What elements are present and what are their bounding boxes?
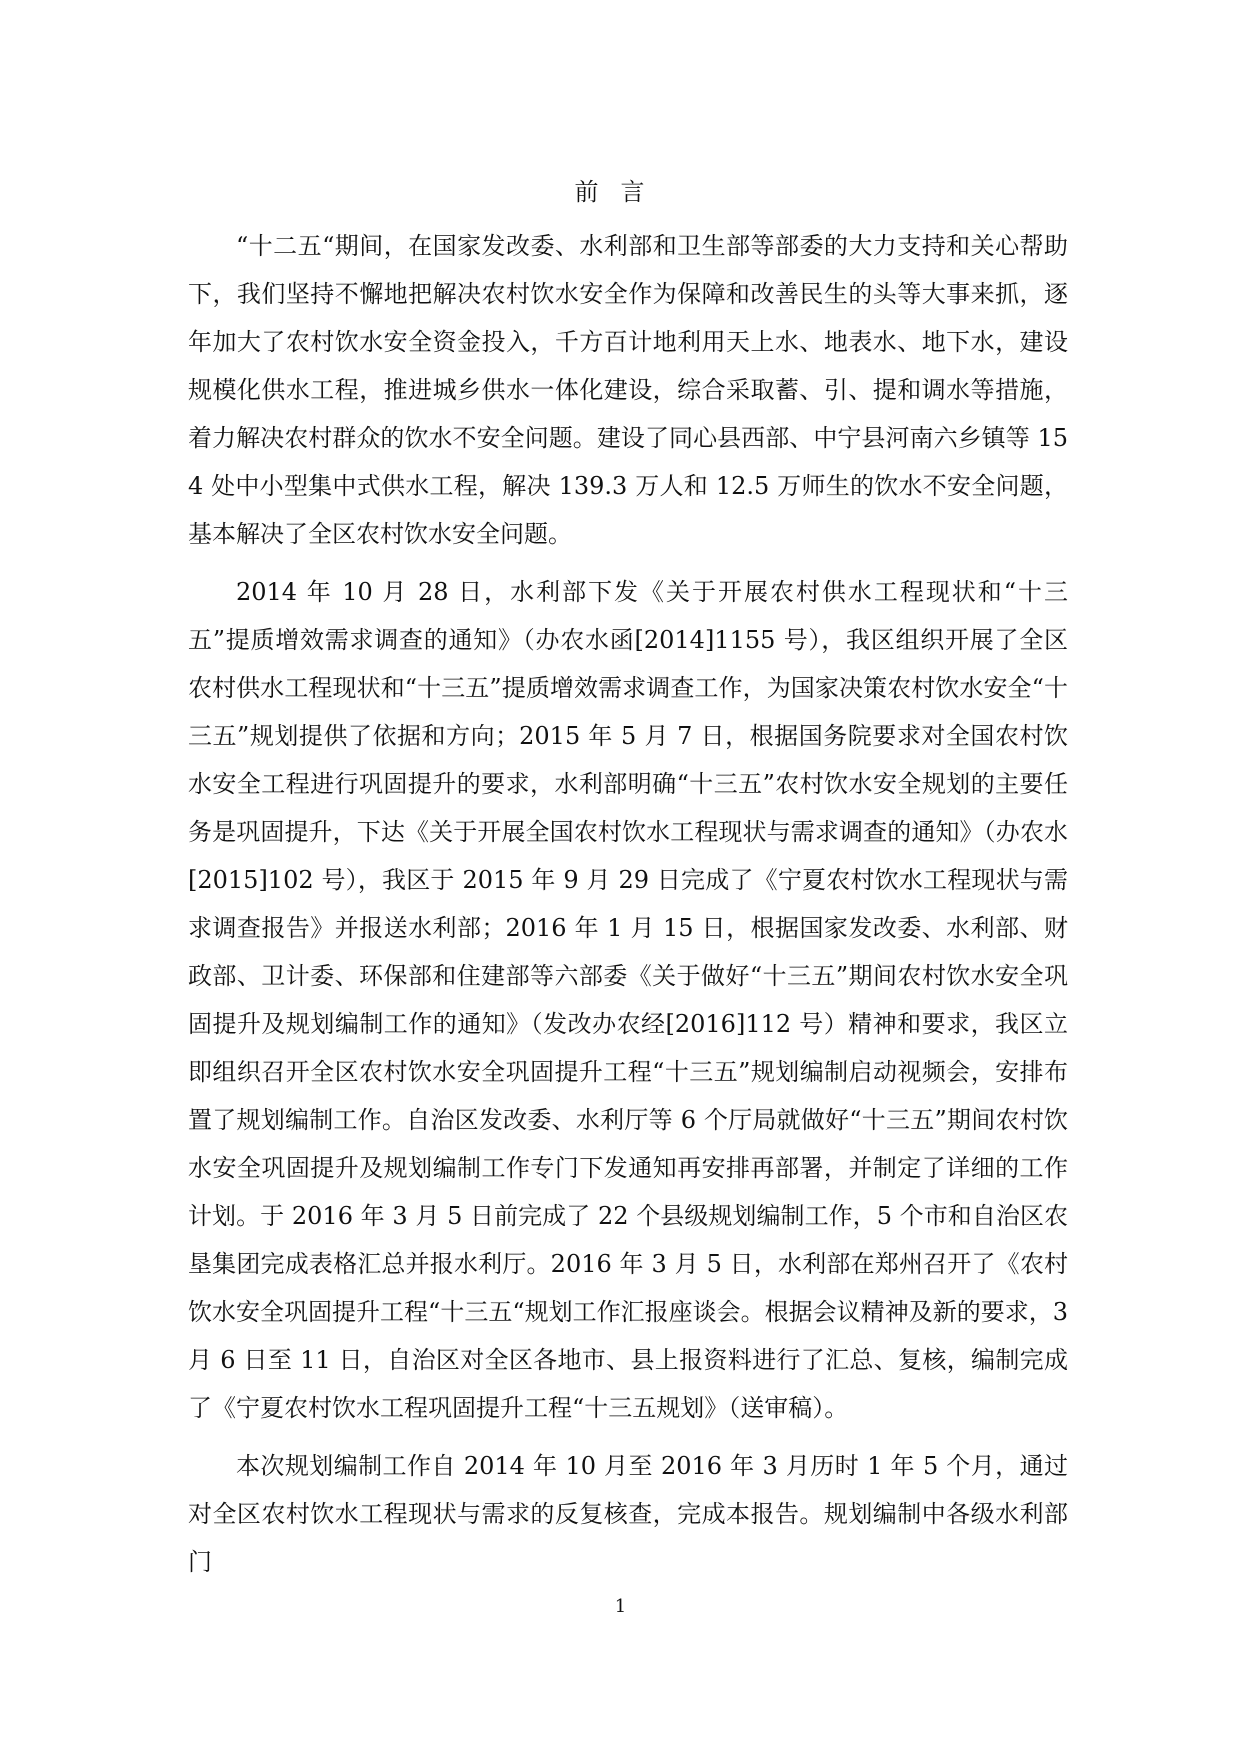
paragraph-3: 本次规划编制工作自 2014 年 10 月至 2016 年 3 月历时 1 年 5 个月，通过对全区农村饮水工程现状与需求的反复核查，完成本报告。规划编制中各级水利部门 bbox=[188, 1452, 1068, 1576]
page-number: 1 bbox=[614, 1596, 627, 1617]
body-text bbox=[188, 222, 1068, 1596]
page-title: 前言 bbox=[574, 178, 667, 206]
paragraph-2: 2014 年 10 月 28 日，水利部下发《关于开展农村供水工程现状和“十三五”提质增效需求调查的通知》（办农水函[2014]1155 号），我区组织开展了全区农村供水工程现状和“十三五”提质增效需求调查工作，为国家决策农村饮水安全“十三五”规划提供了依据和方向；2015 年 5 月 7 日，根据国务院要求对全国农村饮水安全工程进行巩固提升的要求，水利部明确“十三五”农村饮水安全规划的主要任务是巩固提升，下达《关于开展全国农村饮水工程现状与需求调查的通知》（办农水[2015]102 号），我区于 2015 年 9 月 29 日完成了《宁夏农村饮水工程现状与需求调查报告》并报送水利部；2016 年 1 月 15 日，根据国家发改委、水利部、财政部、卫计委、环保部和住建部等六部委《关于做好“十三五”期间农村饮水安全巩固提升及规划编制工作的通知》（发改办农经[2016]112 号）精神和要求，我区立即组织召开全区农村饮水安全巩固提升工程“十三五”规划编制启动视频会，安排布置了规划编制工作。自治区发改委、水利厅等 6 个厅局就做好“十三五”期间农村饮水安全巩固提升及规划编制工作专门下发通知再安排再部署，并制定了详细的工作计划。于 2016 年 3 月 5 日前完成了 22 个县级规划编制工作，5 个市和自治区农垦集团完成表格汇总并报水利厅。2016 年 3 月 5 日，水利部在郑州召开了《农村饮水安全巩固提升工程“十三五“规划工作汇报座谈会。根据会议精神及新的要求，3 月 6 日至 11 日，自治区对全区各地市、县上报资料进行了汇总、复核，编制完成了《宁夏农村饮水工程巩固提升工程“十三五规划》（送审稿）。 bbox=[188, 578, 1068, 1422]
paragraph-1: “十二五“期间，在国家发改委、水利部和卫生部等部委的大力支持和关心帮助下，我们坚持不懈地把解决农村饮水安全作为保障和改善民生的头等大事来抓，逐年加大了农村饮水安全资金投入，千方百计地利用天上水、地表水、地下水，建设规模化供水工程，推进城乡供水一体化建设，综合采取蓄、引、提和调水等措施，着力解决农村群众的饮水不安全问题。建设了同心县西部、中宁县河南六乡镇等 154 处中小型集中式供水工程，解决 139.3 万人和 12.5 万师生的饮水不安全问题，基本解决了全区农村饮水安全问题。 bbox=[188, 232, 1068, 548]
